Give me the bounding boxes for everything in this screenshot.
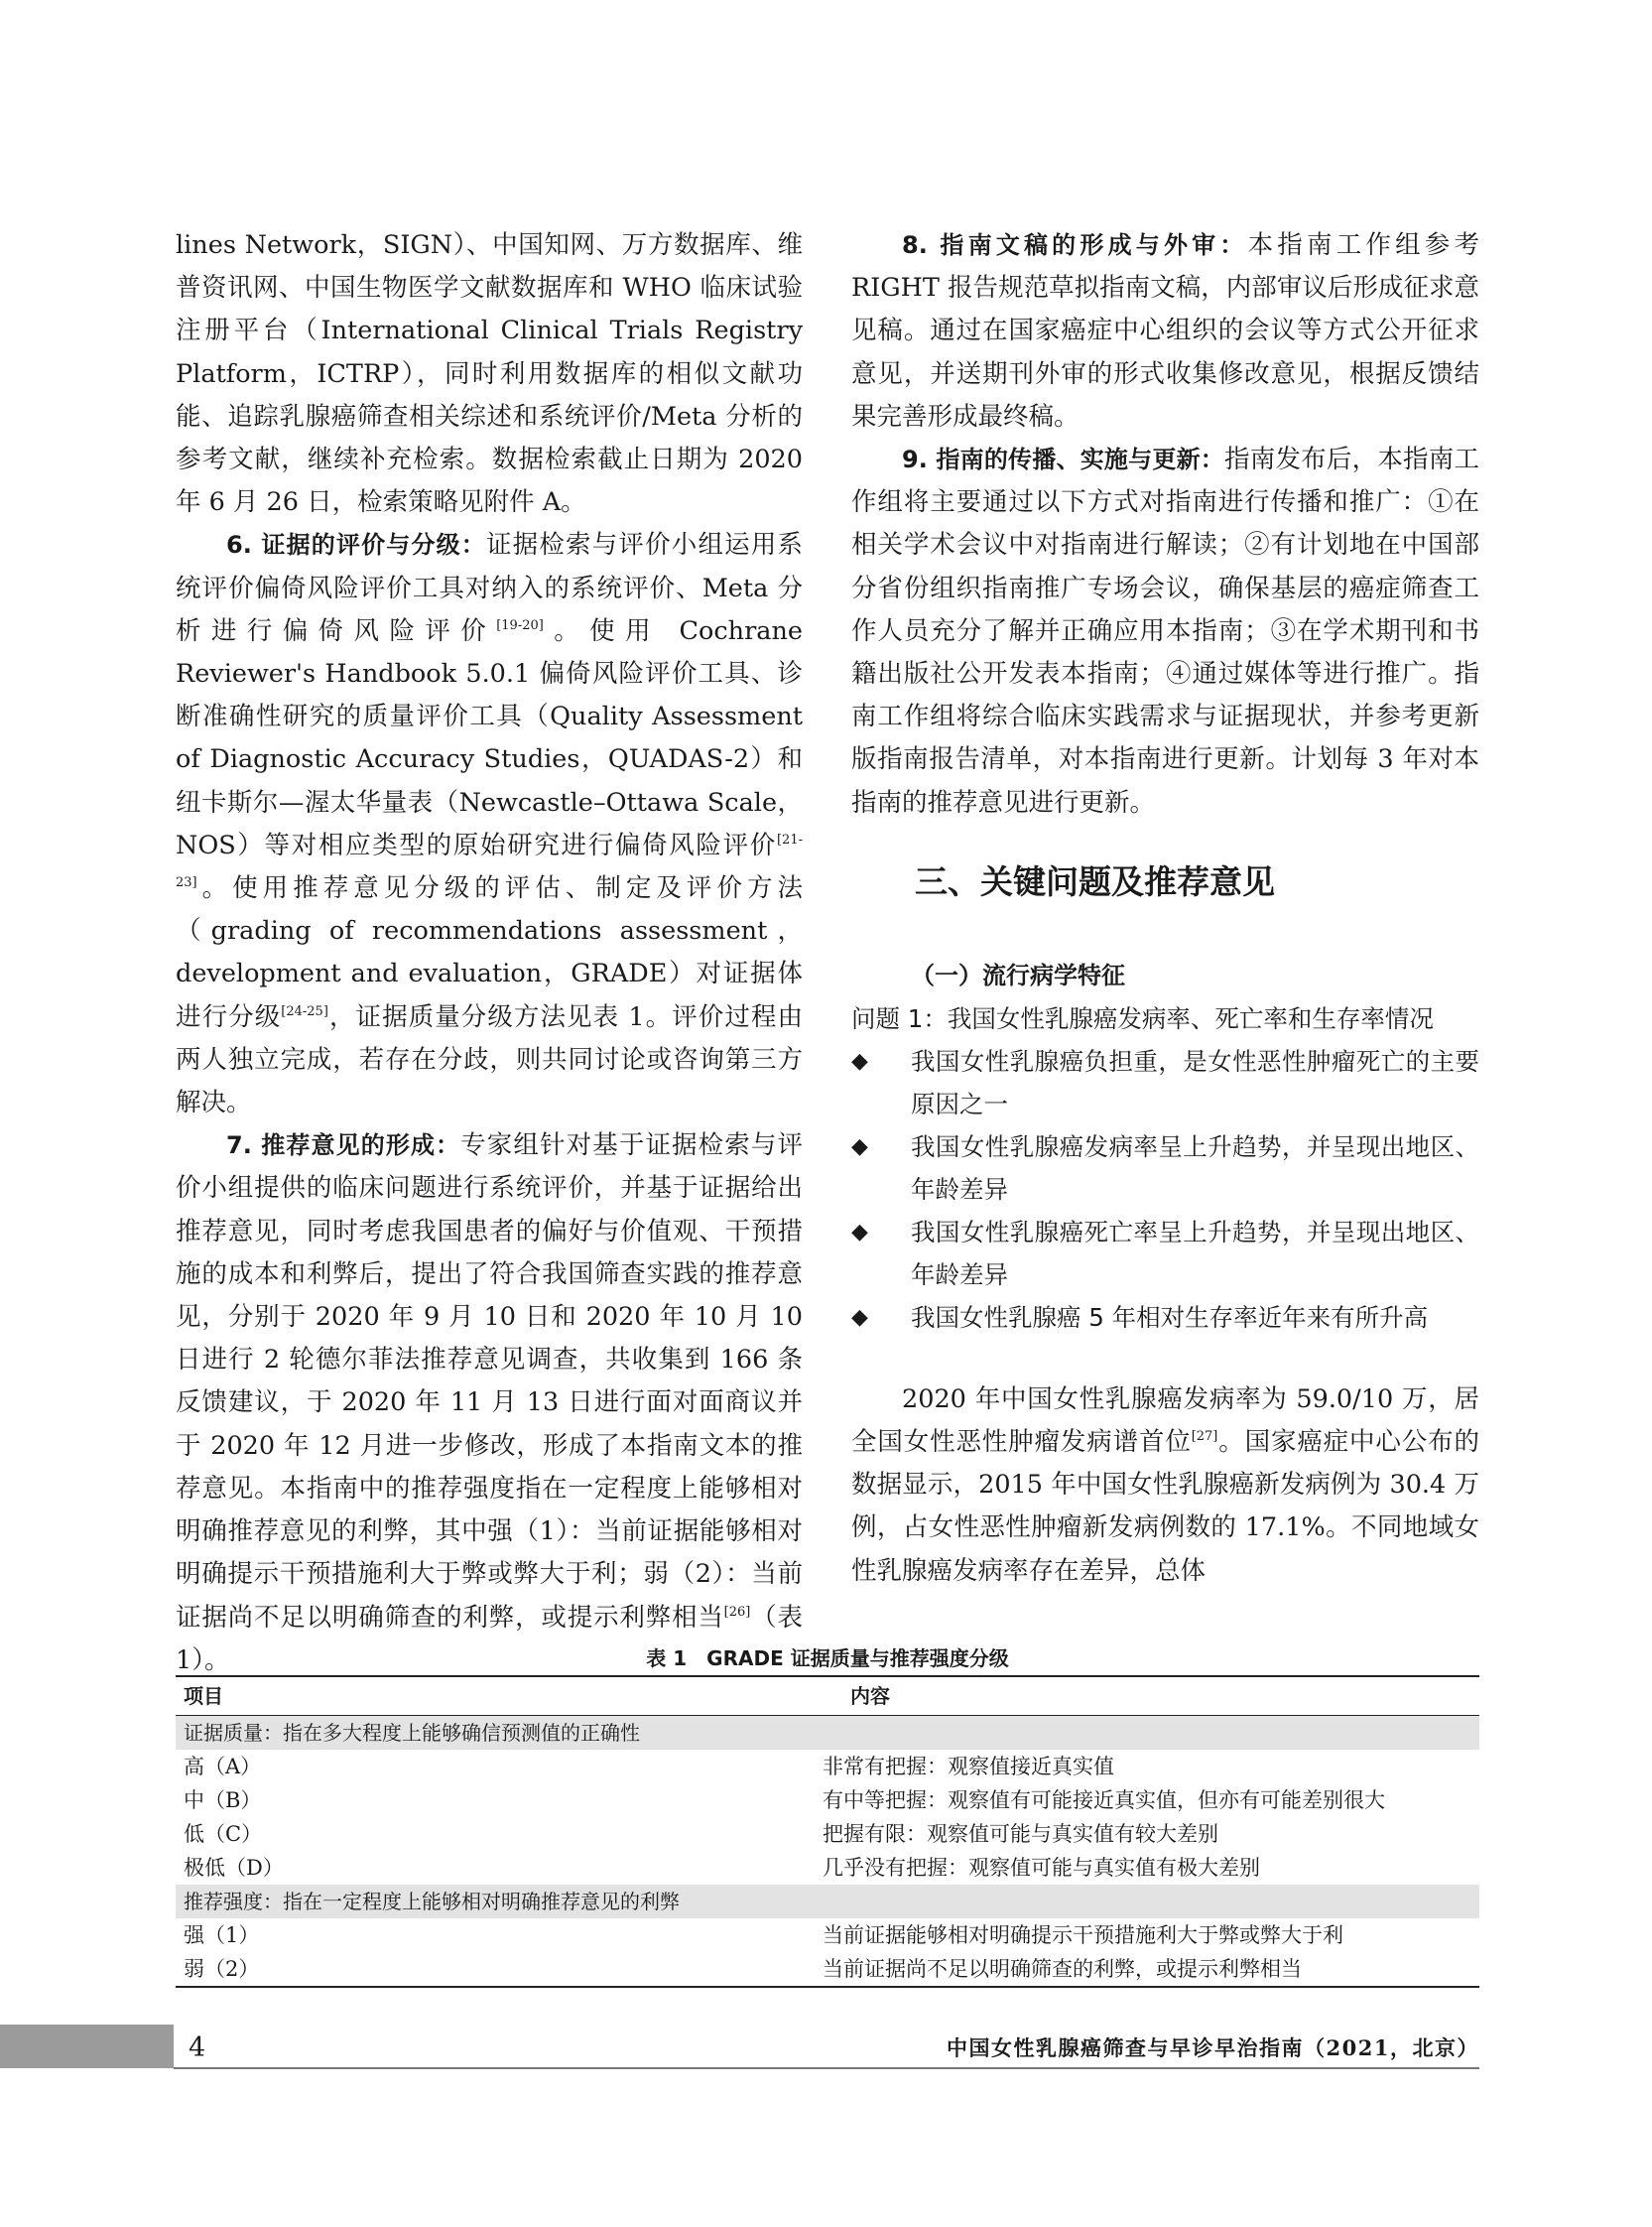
subsection-title: （一）流行病学特征 [911,961,1125,989]
key-point [851,1125,1479,1211]
section-6-paragraph [176,524,803,1124]
incidence-text-2: 。国家癌症中心公布的数据显示，2015 年中国女性乳腺癌新发病例为 30.4 万例，占女性恶性肿瘤新发病例数的 17.1%。不同地域女性乳腺癌发病率存在差异，总体 [851,1427,1479,1586]
footer-bar [0,2025,174,2068]
key-point [851,1296,1479,1339]
key-points-list [851,1040,1479,1339]
section-6-text-3: 。使用推荐意见分级的评估、制定及评价方法（grading of recommendations assessment，development and evaluation，GRADE）对证据体进行分级 [176,873,803,1032]
table-row [176,1851,1479,1885]
row-item: 强（1） [184,1923,260,1947]
row-item: 低（C） [184,1822,263,1846]
left-column [176,224,803,1682]
row-item: 中（B） [184,1788,262,1812]
incidence-paragraph [851,1378,1479,1593]
ref-19-20: [19-20] [496,617,544,633]
section-9-heading: 9. 指南的传播、实施与更新： [902,446,1225,474]
row-content: 几乎没有把握：观察值可能与真实值有极大差别 [823,1856,1260,1880]
key-point-text: 我国女性乳腺癌负担重，是女性恶性肿瘤死亡的主要原因之一 [911,1046,1479,1118]
table-row [176,1750,1479,1783]
page-number: 4 [189,2032,206,2063]
group-label: 证据质量：指在多大程度上能够确信预测值的正确性 [184,1721,640,1745]
table-row [176,1817,1479,1851]
table-row [176,1918,1479,1952]
section-6-text-4: ，证据质量分级方法见表 1。评价过程由两人独立完成，若存在分歧，则共同讨论或咨询第三方解决。 [176,1001,803,1118]
header-item: 项目 [184,1684,223,1708]
section-6-heading: 6. 证据的评价与分级： [226,531,486,560]
section-7-heading: 7. 推荐意见的形成： [226,1131,461,1160]
row-item: 极低（D） [184,1856,284,1880]
key-point-text: 我国女性乳腺癌死亡率呈上升趋势，并呈现出地区、年龄差异 [911,1217,1479,1289]
ref-21-23: [21-23] [176,832,803,891]
section-title: 三、关键问题及推荐意见 [915,861,1275,901]
header-content: 内容 [850,1684,890,1708]
right-column [851,224,1479,1593]
ref-26: [26] [723,1604,751,1620]
table-row [176,1952,1479,1986]
row-item: 高（A） [184,1755,262,1778]
key-point [851,1040,1479,1125]
table-group-row [176,1885,1479,1918]
ref-24-25: [24-25] [281,1003,328,1019]
row-content: 把握有限：观察值可能与真实值有较大差别 [823,1822,1218,1846]
table-header-row [176,1677,1479,1716]
key-point-text: 我国女性乳腺癌发病率呈上升趋势，并呈现出地区、年龄差异 [911,1131,1479,1204]
grade-table [176,1675,1479,1988]
table-title: 表 1 GRADE 证据质量与推荐强度分级 [646,1646,1009,1670]
paragraph-search-sources: lines Network，SIGN）、中国知网、万方数据库、维普资讯网、中国生物医学文献数据库和 WHO 临床试验注册平台（International Clinical Trials Registry Platform，ICTRP），同时利用数据库的相似文献功能、追踪乳腺癌筛查相关综述和系统评价/Meta 分析的参考文献，继续补充检索。数据检索截止日期为 2020 年 6 月 26 日，检索策略见附件 A。 [176,230,803,518]
row-content: 当前证据能够相对明确提示干预措施利大于弊或弊大于利 [823,1923,1343,1947]
section-7-text-1: 专家组针对基于证据检索与评价小组提供的临床问题进行系统评价，并基于证据给出推荐意见，同时考虑我国患者的偏好与价值观、干预措施的成本和利弊后，提出了符合我国筛查实践的推荐意见，分别于 2020 年 9 月 10 日和 2020 年 10 月 10 日进行 2 轮德尔菲法推荐意见调查，共收集到 166 条反馈建议，于 2020 年 11 月 13 日进行面对面商议并于 2020 年 12 月进一步修改，形成了本指南文本的推荐意见。本指南中的推荐强度指在一定程度上能够相对明确推荐意见的利弊，其中强（1）：当前证据能够相对明确提示干预措施利大于弊或弊大于利；弱（2）：当前证据尚不足以明确筛查的利弊，或提示利弊相当 [176,1130,803,1633]
row-content: 当前证据尚不足以明确筛查的利弊，或提示利弊相当 [823,1957,1302,1981]
table-row [176,1783,1479,1817]
diamond-bullet-icon: ◆ [851,1219,868,1244]
ref-27: [27] [1191,1429,1218,1445]
group-label: 推荐强度：指在一定程度上能够相对明确推荐意见的利弊 [184,1890,680,1913]
row-content: 有中等把握：观察值有可能接近真实值，但亦有可能差别很大 [823,1788,1385,1812]
diamond-bullet-icon: ◆ [851,1304,868,1330]
section-7-paragraph [176,1124,803,1682]
incidence-text-1: 2020 年中国女性乳腺癌发病率为 59.0/10 万，居全国女性恶性肿瘤发病谱首位 [851,1383,1479,1458]
section-6-text-2: 。使用 Cochrane Reviewer's Handbook 5.0.1 偏倚风险评价工具、诊断准确性研究的质量评价工具（Quality Assessment of Diagnostic Accuracy Studies，QUADAS-2）和纽卡斯尔—渥太华量表（Newcastle–Ottawa Scale，NOS）等对相应类型的原始研究进行偏倚风险评价 [176,615,803,860]
section-8-paragraph [851,224,1479,439]
key-point-text: 我国女性乳腺癌 5 年相对生存率近年来有所升高 [911,1302,1429,1332]
row-item: 弱（2） [184,1957,260,1981]
diamond-bullet-icon: ◆ [851,1133,868,1159]
section-8-heading: 8. 指南文稿的形成与外审： [902,231,1248,259]
footer-divider [174,2067,1479,2069]
section-8-text: 本指南工作组参考 RIGHT 报告规范草拟指南文稿，内部审议后形成征求意见稿。通过在国家癌症中心组织的会议等方式公开征求意见，并送期刊外审的形式收集修改意见，根据反馈结果完善形成最终稿。 [851,230,1479,432]
table-group-row [176,1716,1479,1750]
question-1: 问题 1：我国女性乳腺癌发病率、死亡率和生存率情况 [851,1003,1434,1033]
row-content: 非常有把握：观察值接近真实值 [823,1755,1114,1778]
section-9-paragraph [851,439,1479,825]
section-7-text-2: （表 1）。 [176,1602,803,1675]
diamond-bullet-icon: ◆ [851,1048,868,1074]
section-6-text-1: 证据检索与评价小组运用系统评价偏倚风险评价工具对纳入的系统评价、Meta 分析进行偏倚风险评价 [176,530,803,646]
section-9-text: 指南发布后，本指南工作组将主要通过以下方式对指南进行传播和推广：①在相关学术会议中对指南进行解读；②有计划地在中国部分省份组织指南推广专场会议，确保基层的癌症筛查工作人员充分了解并正确应用本指南；③在学术期刊和书籍出版社公开发表本指南；④通过媒体等进行推广。指南工作组将综合临床实践需求与证据现状，并参考更新版指南报告清单，对本指南进行更新。计划每 3 年对本指南的推荐意见进行更新。 [851,445,1479,818]
running-title: 中国女性乳腺癌筛查与早诊早治指南（2021，北京） [947,2035,1479,2060]
key-point [851,1211,1479,1296]
